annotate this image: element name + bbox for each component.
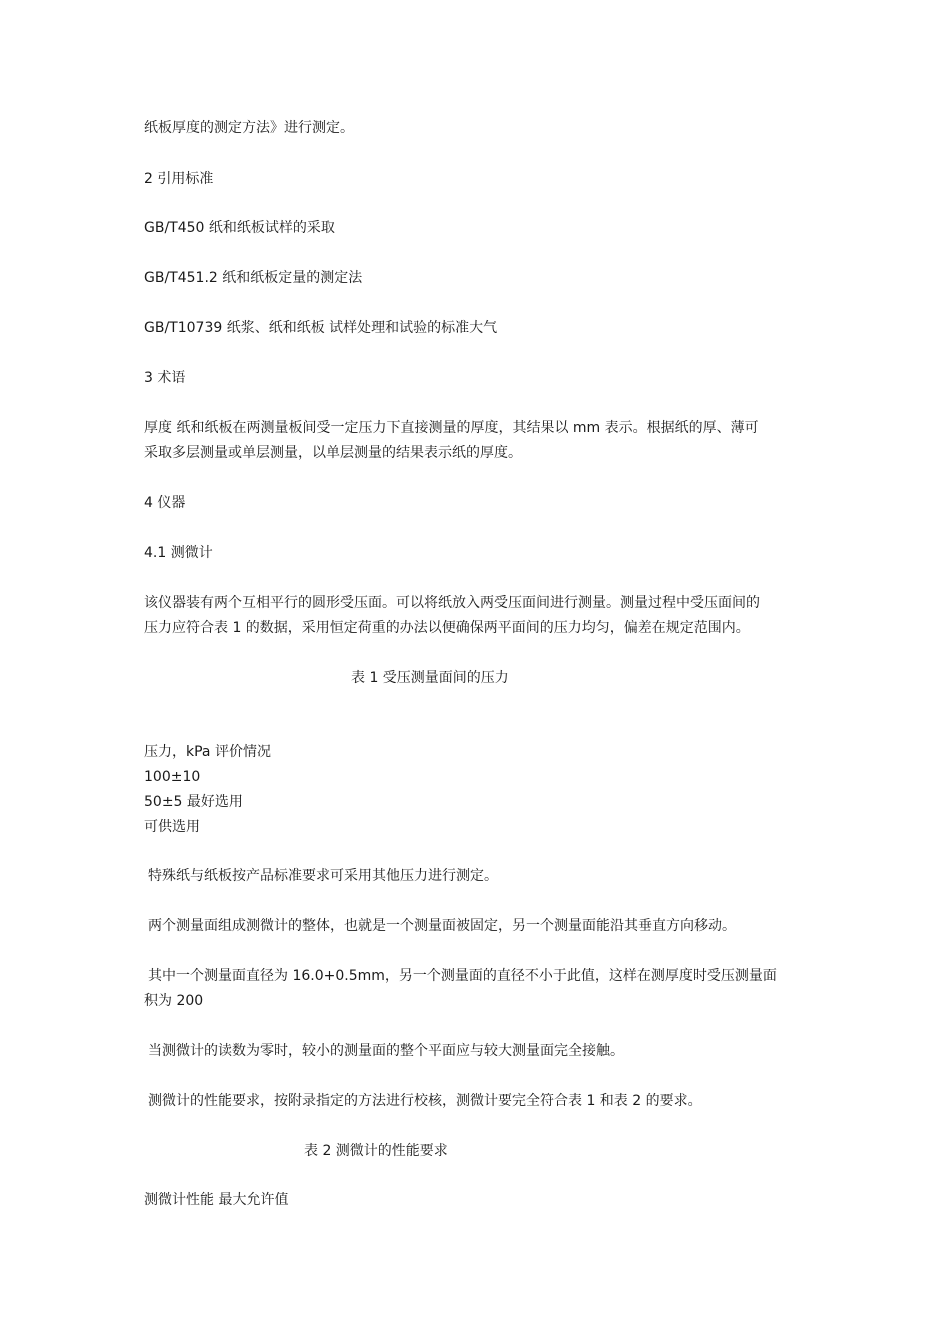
- paragraph-line: 其中一个测量面直径为 16.0+0.5mm，另一个测量面的直径不小于此值，这样在测厚度时受压测量面: [148, 968, 777, 984]
- paragraph-line: 积为 200: [144, 993, 204, 1009]
- definition-line: 采取多层测量或单层测量，以单层测量的结果表示纸的厚度。: [144, 445, 522, 461]
- section-heading: 3 术语: [144, 370, 186, 386]
- paragraph-line: 测微计的性能要求，按附录指定的方法进行校核，测微计要完全符合表 1 和表 2 的要求。: [148, 1093, 702, 1109]
- paragraph-line: 压力应符合表 1 的数据，采用恒定荷重的办法以便确保两平面间的压力均匀，偏差在规定范围内。: [144, 620, 750, 636]
- paragraph-line: 当测微计的读数为零时，较小的测量面的整个平面应与较大测量面完全接触。: [148, 1043, 624, 1059]
- subsection-heading: 4.1 测微计: [144, 545, 213, 561]
- table-row: 可供选用: [144, 819, 200, 835]
- table-title: 表 2 测微计的性能要求: [304, 1143, 448, 1159]
- paragraph-line: 该仪器装有两个互相平行的圆形受压面。可以将纸放入两受压面间进行测量。测量过程中受压面间的: [144, 595, 760, 611]
- table-title: 表 1 受压测量面间的压力: [351, 670, 509, 686]
- table-header: 测微计性能 最大允许值: [144, 1192, 289, 1208]
- table-row: 50±5 最好选用: [144, 794, 243, 810]
- table-header: 压力，kPa 评价情况: [144, 744, 271, 760]
- section-heading: 4 仪器: [144, 495, 186, 511]
- reference-item: GB/T10739 纸浆、纸和纸板 试样处理和试验的标准大气: [144, 320, 498, 336]
- table-row: 100±10: [144, 769, 201, 785]
- reference-item: GB/T451.2 纸和纸板定量的测定法: [144, 270, 363, 286]
- reference-item: GB/T450 纸和纸板试样的采取: [144, 220, 335, 236]
- definition-line: 厚度 纸和纸板在两测量板间受一定压力下直接测量的厚度，其结果以 mm 表示。根据纸的厚、薄可: [144, 420, 759, 436]
- section-heading: 2 引用标准: [144, 171, 214, 187]
- paragraph-line: 纸板厚度的测定方法》进行测定。: [144, 120, 354, 136]
- paragraph-line: 特殊纸与纸板按产品标准要求可采用其他压力进行测定。: [148, 868, 498, 884]
- paragraph-line: 两个测量面组成测微计的整体，也就是一个测量面被固定，另一个测量面能沿其垂直方向移动。: [148, 918, 736, 934]
